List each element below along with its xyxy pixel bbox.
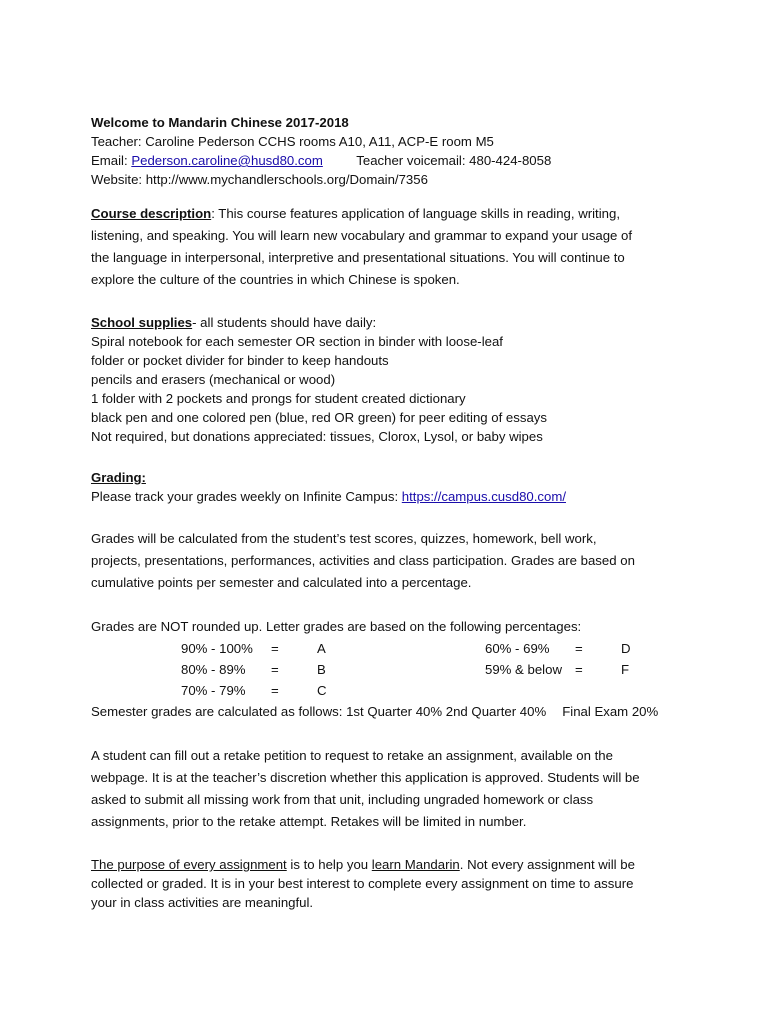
website-line: Website: http://www.mychandlerschools.org/Domain/7356 xyxy=(91,172,428,187)
retake-line: A student can fill out a retake petition to request to retake an assignment, available on the xyxy=(91,748,613,763)
purpose-heading: The purpose of every assignment xyxy=(91,857,287,872)
supply-item: pencils and erasers (mechanical or wood) xyxy=(91,372,336,387)
grades-calc-line: cumulative points per semester and calculated into a percentage. xyxy=(91,575,472,590)
grade-scale-row: 90% - 100% = A 60% - 69% = D xyxy=(181,641,631,656)
course-description-line: explore the culture of the countries in which Chinese is spoken. xyxy=(91,272,460,287)
retake-line: webpage. It is at the teacher’s discretion whether this application is approved. Students will be xyxy=(91,770,640,785)
retake-line: assignments, prior to the retake attempt. Retakes will be limited in number. xyxy=(91,814,527,829)
grades-calc-line: Grades will be calculated from the student’s test scores, quizzes, homework, bell work, xyxy=(91,531,597,546)
final-exam-weight: Final Exam 20% xyxy=(562,704,659,719)
rounding-note: Grades are NOT rounded up. Letter grades are based on the following percentages: xyxy=(91,619,582,634)
grade-scale-row: 70% - 79% = C xyxy=(181,683,327,698)
purpose-line: collected or graded. It is in your best interest to complete every assignment on time to assure xyxy=(91,876,634,891)
email-label: Email: xyxy=(91,153,128,168)
voicemail: Teacher voicemail: 480-424-8058 xyxy=(356,153,552,168)
course-description-heading: Course description xyxy=(91,206,212,221)
course-description-line: the language in interpersonal, interpretive and presentational situations. You will continue to xyxy=(91,250,625,265)
supplies-heading-line: School supplies- all students should have daily: xyxy=(91,315,377,330)
supply-item: 1 folder with 2 pockets and prongs for student created dictionary xyxy=(91,391,466,406)
supply-item: black pen and one colored pen (blue, red OR green) for peer editing of essays xyxy=(91,410,547,425)
course-description-line: listening, and speaking. You will learn new vocabulary and grammar to expand your usage of xyxy=(91,228,633,243)
contact-line xyxy=(91,151,691,170)
purpose-line: your in class activities are meaningful. xyxy=(91,895,314,910)
purpose-line: The purpose of every assignment is to help you learn Mandarin. Not every assignment will be xyxy=(91,857,635,872)
grade-scale-row: 80% - 89% = B 59% & below = F xyxy=(181,662,630,677)
track-grades-line: Please track your grades weekly on Infinite Campus: https://campus.cusd80.com/ xyxy=(91,489,566,504)
teacher-info: Teacher: Caroline Pederson CCHS rooms A10, A11, ACP-E room M5 xyxy=(91,134,494,149)
supply-item: folder or pocket divider for binder to keep handouts xyxy=(91,353,389,368)
supply-item: Not required, but donations appreciated: tissues, Clorox, Lysol, or baby wipes xyxy=(91,429,543,444)
grades-calc-line: projects, presentations, performances, activities and class participation. Grades are based on xyxy=(91,553,635,568)
retake-line: asked to submit all missing work from that unit, including ungraded homework or class xyxy=(91,792,594,807)
page-title: Welcome to Mandarin Chinese 2017-2018 xyxy=(91,115,349,130)
supply-item: Spiral notebook for each semester OR section in binder with loose-leaf xyxy=(91,334,503,349)
course-description-first-line: Course description: This course features application of language skills in reading, writing, xyxy=(91,206,620,221)
school-supplies-heading: School supplies xyxy=(91,315,193,330)
email-link[interactable]: Pederson.caroline@husd80.com xyxy=(131,153,323,168)
campus-link[interactable]: https://campus.cusd80.com/ xyxy=(401,489,566,504)
semester-grades-line: Semester grades are calculated as follows: 1st Quarter 40% 2nd Quarter 40% Final Exam 20% xyxy=(91,704,659,719)
grading-heading: Grading: xyxy=(91,470,146,485)
document-body xyxy=(91,113,691,912)
